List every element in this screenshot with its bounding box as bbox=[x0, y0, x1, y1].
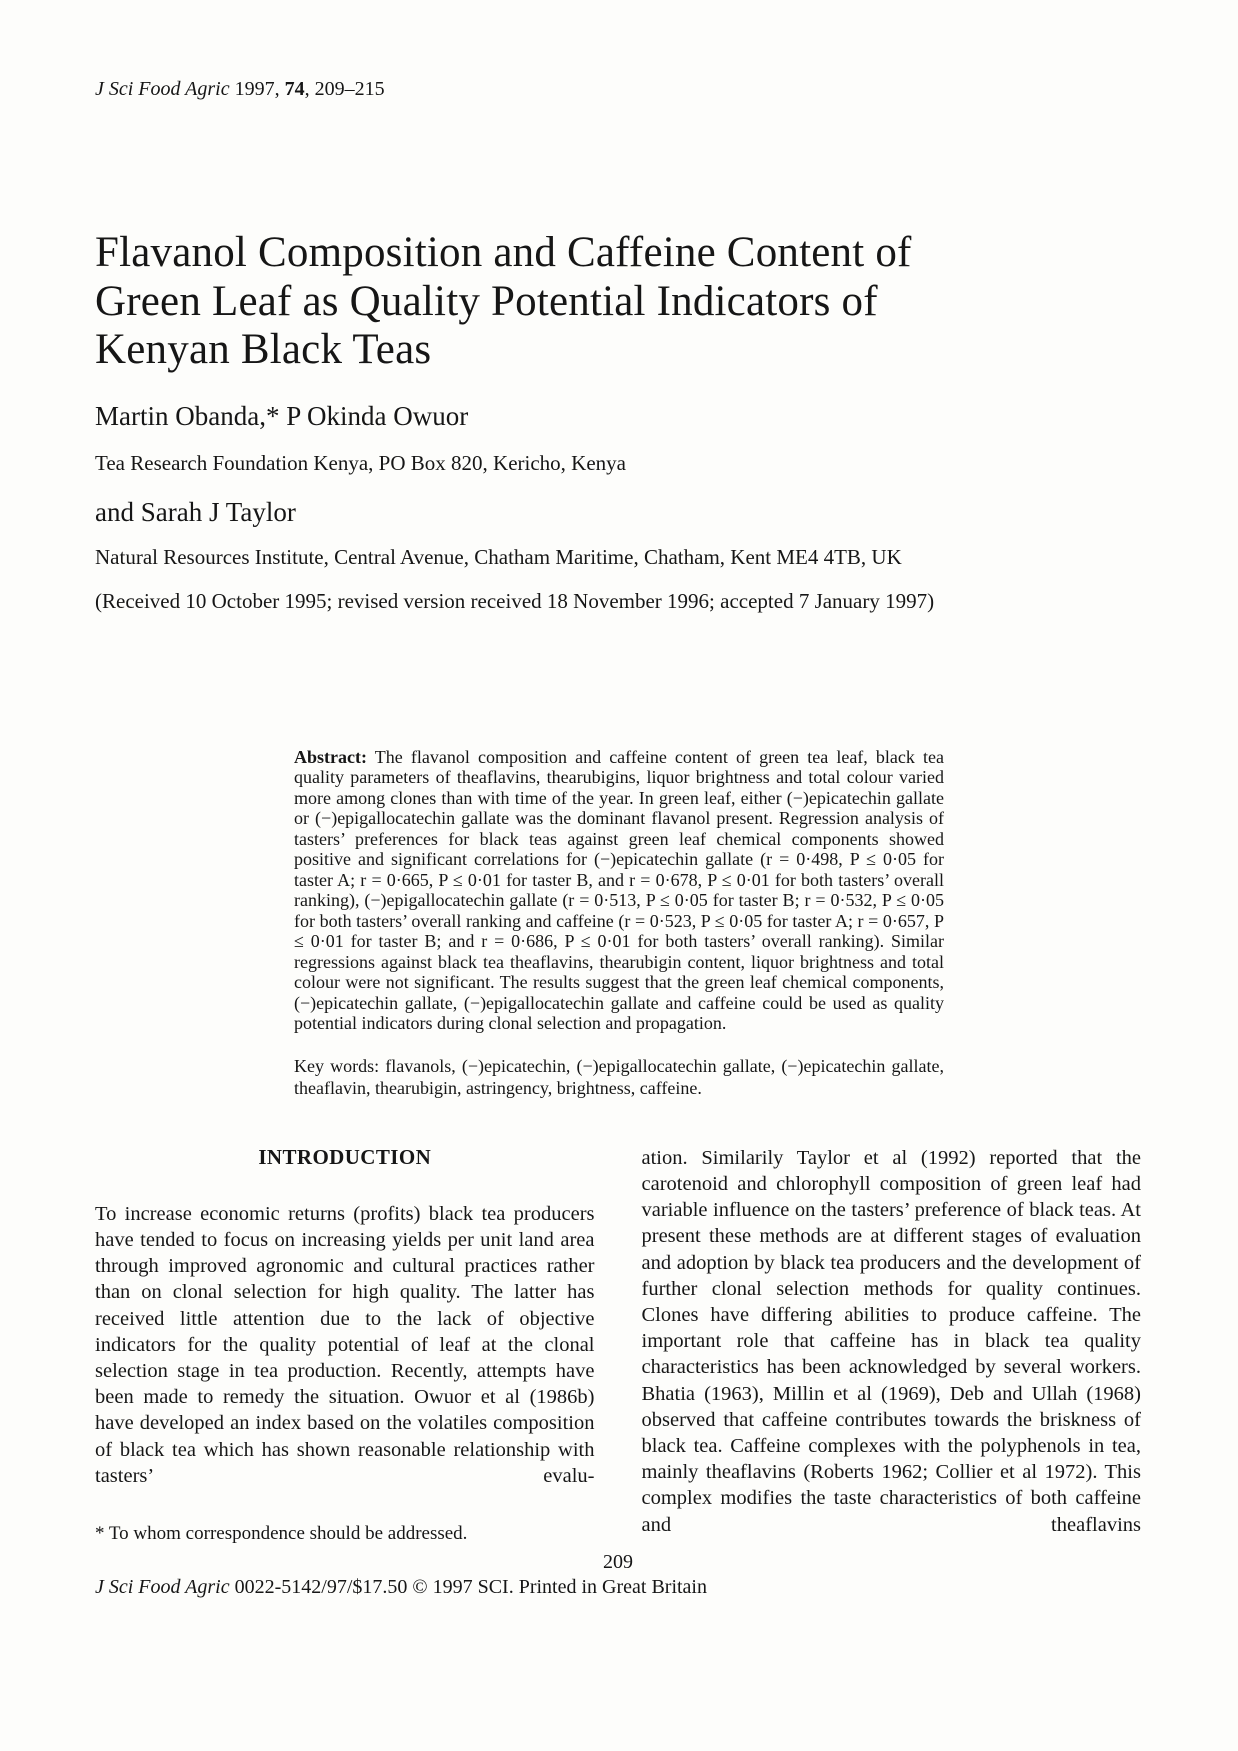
paper-title-line-1: Flavanol Composition and Caffeine Content of bbox=[95, 229, 912, 276]
introduction-paragraph-right: ation. Similarily Taylor et al (1992) reported that the carotenoid and chlorophyll composition of green leaf had variable influence on the tasters’ preference of black teas. At present these methods are at different stages of evaluation and adoption by black tea producers and the development of further clonal selection methods for quality continues. Clones have differing abilities to produce caffeine. The important role that caffeine has in black tea quality characteristics has been acknowledged by several workers. Bhatia (1963), Millin et al (1969), Deb and Ullah (1968) observed that caffeine contributes towards the briskness of black tea. Caffeine complexes with the polyphenols in tea, mainly theaflavins (Roberts 1962; Collier et al 1972). This complex modifies the taste characteristics of both caffeine and theaflavins bbox=[641, 1146, 1141, 1536]
received-dates: (Received 10 October 1995; revised version received 18 November 1996; accepted 7 January 1997) bbox=[95, 588, 935, 613]
journal-pages: , 209–215 bbox=[304, 78, 385, 100]
introduction-heading: INTRODUCTION bbox=[258, 1144, 432, 1169]
journal-volume: 74 bbox=[284, 78, 305, 100]
paper-title bbox=[95, 229, 1141, 375]
paper-title-line-3: Kenyan Black Teas bbox=[95, 326, 432, 374]
column-right bbox=[642, 1145, 1142, 1545]
journal-name: J Sci Food Agric bbox=[95, 78, 230, 100]
footer-copyright-text: 0022-5142/97/$17.50 © 1997 SCI. Printed in Great Britain bbox=[229, 1575, 707, 1598]
keywords: Key words: flavanols, (−)epicatechin, (−)epigallocatechin gallate, (−)epicatechin gallate, theaflavin, thearubigin, astringency, brightness, caffeine. bbox=[294, 1055, 944, 1098]
paper-title-line-2: Green Leaf as Quality Potential Indicators of bbox=[95, 277, 878, 325]
introduction-paragraph-left: To increase economic returns (profits) black tea producers have tended to focus on increasing yields per unit land area through improved agronomic and cultural practices rather than on clonal selection for high quality. The latter has received little attention due to the lack of objective indicators for the quality potential of leaf at the clonal selection stage in tea production. Recently, attempts have been made to remedy the situation. Owuor et al (1986b) have developed an index based on the volatiles composition of black tea which has shown reasonable relationship with tasters’ evalu- bbox=[95, 1202, 595, 1487]
affiliation-secondary: Natural Resources Institute, Central Avenue, Chatham Maritime, Chatham, Kent ME4 4TB, UK bbox=[95, 544, 902, 569]
correspondence-footnote: * To whom correspondence should be addressed. bbox=[95, 1522, 468, 1544]
abstract-label: Abstract: bbox=[294, 746, 367, 767]
copyright-footer bbox=[95, 1576, 1141, 1599]
affiliation-primary: Tea Research Foundation Kenya, PO Box 820, Kericho, Kenya bbox=[95, 450, 626, 475]
body-columns bbox=[95, 1145, 1141, 1545]
authors-primary: Martin Obanda,* P Okinda Owuor bbox=[95, 400, 469, 431]
footer-journal-name: J Sci Food Agric bbox=[95, 1575, 230, 1598]
journal-reference bbox=[95, 78, 1141, 101]
abstract bbox=[294, 747, 944, 1034]
abstract-text: The flavanol composition and caffeine content of green tea leaf, black tea quality parameters of theaflavins, thearubigins, liquor brightness and total colour varied more among clones than with time of the year. In green leaf, either (−)epicatechin gallate or (−)epigallocatechin gallate was the dominant flavanol present. Regression analysis of tasters’ preferences for black teas against green leaf chemical components showed positive and significant correlations for (−)epicatechin gallate (r = 0·498, P ≤ 0·05 for taster A; r = 0·665, P ≤ 0·01 for taster B, and r = 0·678, P ≤ 0·01 for both tasters’ overall ranking), (−)epigallocatechin gallate (r = 0·513, P ≤ 0·05 for taster B; r = 0·532, P ≤ 0·05 for both tasters’ overall ranking and caffeine (r = 0·523, P ≤ 0·05 for taster A; r = 0·657, P ≤ 0·01 for taster B; and r = 0·686, P ≤ 0·01 for both tasters’ overall ranking). Similar regressions against black tea theaflavins, thearubigin content, liquor brightness and total colour were not significant. The results suggest that the green leaf chemical components, (−)epicatechin gallate, (−)epigallocatechin gallate and caffeine could be used as quality potential indicators during clonal selection and propagation. bbox=[294, 746, 944, 1034]
journal-year: 1997, bbox=[229, 78, 285, 100]
column-left bbox=[95, 1145, 595, 1545]
authors-secondary: and Sarah J Taylor bbox=[95, 496, 296, 527]
page-number: 209 bbox=[603, 1550, 633, 1573]
